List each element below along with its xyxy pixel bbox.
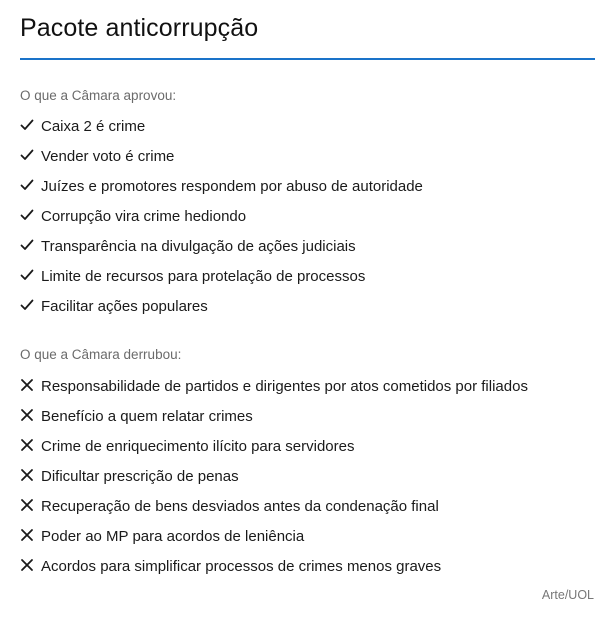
rejected-item — [20, 401, 528, 431]
approved-item-text: Corrupção vira crime hediondo — [41, 207, 247, 225]
approved-item-text: Transparência na divulgação de ações judiciais — [41, 237, 356, 255]
rejected-item-text: Crime de enriquecimento ilícito para servidores — [41, 437, 355, 455]
credit-line: Arte/UOL — [541, 588, 594, 602]
approved-item — [20, 291, 423, 321]
rejected-item — [20, 371, 528, 401]
x-icon — [20, 528, 40, 544]
check-icon — [20, 208, 40, 224]
rejected-list — [20, 371, 528, 581]
rejected-item-text: Poder ao MP para acordos de leniência — [41, 527, 305, 545]
approved-list — [20, 111, 423, 321]
rejected-item-text: Dificultar prescrição de penas — [41, 467, 239, 485]
check-icon — [20, 148, 40, 164]
x-icon — [20, 378, 40, 394]
approved-item — [20, 201, 423, 231]
check-icon — [20, 268, 40, 284]
rejected-item — [20, 491, 528, 521]
check-icon — [20, 178, 40, 194]
rejected-item — [20, 461, 528, 491]
x-icon — [20, 498, 40, 514]
rejected-item-text: Benefício a quem relatar crimes — [41, 407, 253, 425]
rejected-item — [20, 431, 528, 461]
check-icon — [20, 238, 40, 254]
x-icon — [20, 468, 40, 484]
approved-item — [20, 231, 423, 261]
rejected-section-label: O que a Câmara derrubou: — [20, 347, 182, 362]
rejected-item-text: Acordos para simplificar processos de crimes menos graves — [41, 557, 442, 575]
x-icon — [20, 438, 40, 454]
approved-item-text: Facilitar ações populares — [41, 297, 208, 315]
approved-item-text: Caixa 2 é crime — [41, 117, 146, 135]
rejected-item — [20, 521, 528, 551]
page-title: Pacote anticorrupção — [20, 14, 259, 42]
approved-item-text: Vender voto é crime — [41, 147, 175, 165]
approved-item — [20, 111, 423, 141]
rejected-item-text: Responsabilidade de partidos e dirigentes por atos cometidos por filiados — [41, 377, 528, 395]
x-icon — [20, 558, 40, 574]
approved-item-text: Juízes e promotores respondem por abuso de autoridade — [41, 177, 423, 195]
rejected-item-text: Recuperação de bens desviados antes da condenação final — [41, 497, 439, 515]
rejected-item — [20, 551, 528, 581]
approved-item — [20, 171, 423, 201]
x-icon — [20, 408, 40, 424]
check-icon — [20, 118, 40, 134]
approved-section-label: O que a Câmara aprovou: — [20, 88, 177, 103]
title-divider — [20, 58, 595, 60]
check-icon — [20, 298, 40, 314]
approved-item-text: Limite de recursos para protelação de processos — [41, 267, 366, 285]
approved-item — [20, 261, 423, 291]
approved-item — [20, 141, 423, 171]
